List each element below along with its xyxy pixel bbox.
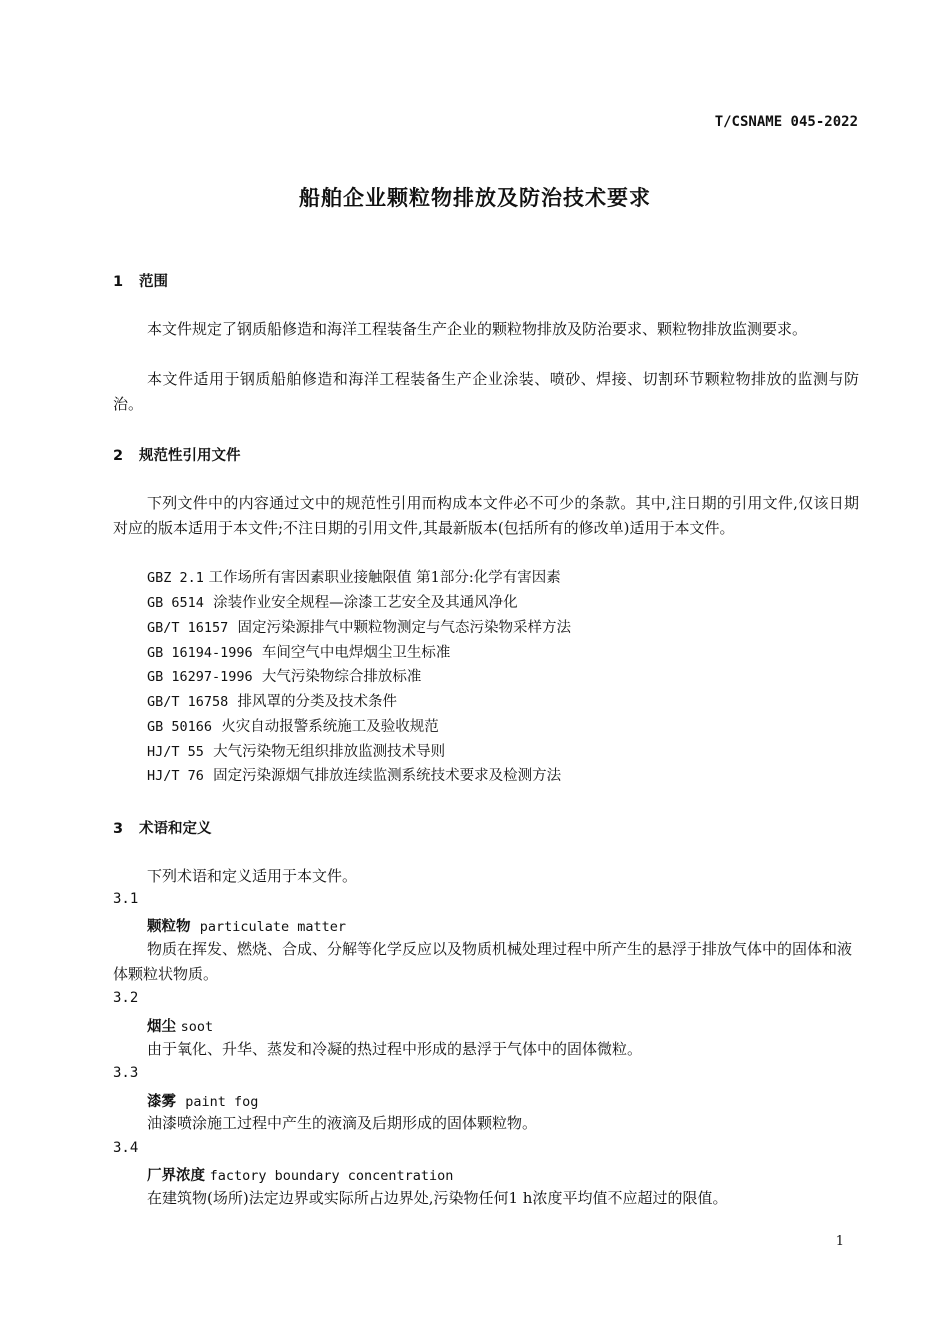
term-name-zh: 烟尘 (147, 1019, 176, 1035)
section-number: 1 (113, 274, 124, 290)
term-number: 3.4 (113, 1140, 139, 1156)
section-heading-scope (113, 270, 168, 291)
reference-code: HJ/T 55 (147, 744, 204, 760)
term-name (147, 915, 346, 936)
term-name-en: paint fog (185, 1094, 259, 1110)
term-name-en: soot (180, 1019, 214, 1035)
term-name-zh: 颗粒物 (147, 919, 191, 935)
paragraph: 本文件适用于钢质船舶修造和海洋工程装备生产企业涂装、喷砂、焊接、切割环节颗粒物排放的监测与防治。 (113, 370, 859, 413)
section-number: 3 (113, 821, 124, 837)
term-definition: 物质在挥发、燃烧、合成、分解等化学反应以及物质机械处理过程中所产生的悬浮于排放气体中的固体和液体颗粒状物质。 (113, 940, 853, 983)
reference-item (147, 715, 439, 736)
term-number: 3.3 (113, 1065, 139, 1081)
reference-item (147, 665, 421, 686)
reference-title: 大气污染物无组织排放监测技术导则 (213, 744, 446, 760)
paragraph: 下列术语和定义适用于本文件。 (147, 867, 358, 885)
reference-title: 涂装作业安全规程—涂漆工艺安全及其通风净化 (213, 595, 518, 611)
reference-code: HJ/T 76 (147, 768, 204, 784)
reference-item (147, 616, 571, 637)
reference-title: 火灾自动报警系统施工及验收规范 (221, 719, 439, 735)
reference-title: 车间空气中电焊烟尘卫生标准 (261, 645, 451, 661)
reference-code: GB 16194-1996 (147, 645, 253, 661)
term-number: 3.1 (113, 891, 139, 907)
section-title: 范围 (139, 274, 168, 290)
term-name-zh: 漆雾 (147, 1094, 176, 1110)
term-definition: 在建筑物(场所)法定边界或实际所占边界处,污染物任何1 h浓度平均值不应超过的限值。 (147, 1189, 728, 1207)
paragraph: 本文件规定了钢质船修造和海洋工程装备生产企业的颗粒物排放及防治要求、颗粒物排放监测要求。 (147, 320, 808, 338)
reference-item (147, 641, 450, 662)
reference-code: GB/T 16758 (147, 694, 229, 710)
term-name-en: factory boundary concentration (209, 1168, 454, 1184)
section-heading-normative-references (113, 444, 241, 465)
section-title: 规范性引用文件 (139, 448, 241, 464)
term-definition: 由于氧化、升华、蒸发和冷凝的热过程中形成的悬浮于气体中的固体微粒。 (147, 1040, 643, 1058)
section-title: 术语和定义 (139, 821, 212, 837)
page-number: 1 (835, 1234, 844, 1249)
reference-item (147, 690, 397, 711)
standard-number: T/CSNAME 045-2022 (714, 114, 858, 130)
term-name-zh: 厂界浓度 (147, 1168, 205, 1184)
reference-code: GBZ 2.1 (147, 570, 204, 586)
reference-title: 固定污染源烟气排放连续监测系统技术要求及检测方法 (213, 768, 562, 784)
reference-code: GB 16297-1996 (147, 669, 253, 685)
reference-code: GB 50166 (147, 719, 213, 735)
term-number: 3.2 (113, 990, 139, 1006)
reference-item (147, 591, 518, 612)
reference-item (147, 764, 561, 785)
term-name (147, 1090, 258, 1111)
reference-title: 大气污染物综合排放标准 (261, 669, 422, 685)
section-number: 2 (113, 448, 124, 464)
reference-title: 固定污染源排气中颗粒物测定与气态污染物采样方法 (237, 620, 571, 636)
reference-item (147, 740, 445, 761)
reference-item (147, 566, 561, 587)
section-heading-terms-and-definitions (113, 817, 212, 838)
term-name-en: particulate matter (199, 919, 347, 935)
document-title: 船舶企业颗粒物排放及防治技术要求 (299, 186, 651, 210)
term-name (147, 1015, 213, 1036)
paragraph: 下列文件中的内容通过文中的规范性引用而构成本文件必不可少的条款。其中,注日期的引用文件,仅该日期对应的版本适用于本文件;不注日期的引用文件,其最新版本(包括所有的修改单)适用于本文件。 (113, 494, 859, 537)
reference-code: GB/T 16157 (147, 620, 229, 636)
reference-title: 排风罩的分类及技术条件 (237, 694, 397, 710)
reference-title: 工作场所有害因素职业接触限值 第1部分:化学有害因素 (208, 570, 561, 586)
reference-code: GB 6514 (147, 595, 204, 611)
term-name (147, 1164, 453, 1185)
term-definition: 油漆喷涂施工过程中产生的液滴及后期形成的固体颗粒物。 (147, 1114, 538, 1132)
